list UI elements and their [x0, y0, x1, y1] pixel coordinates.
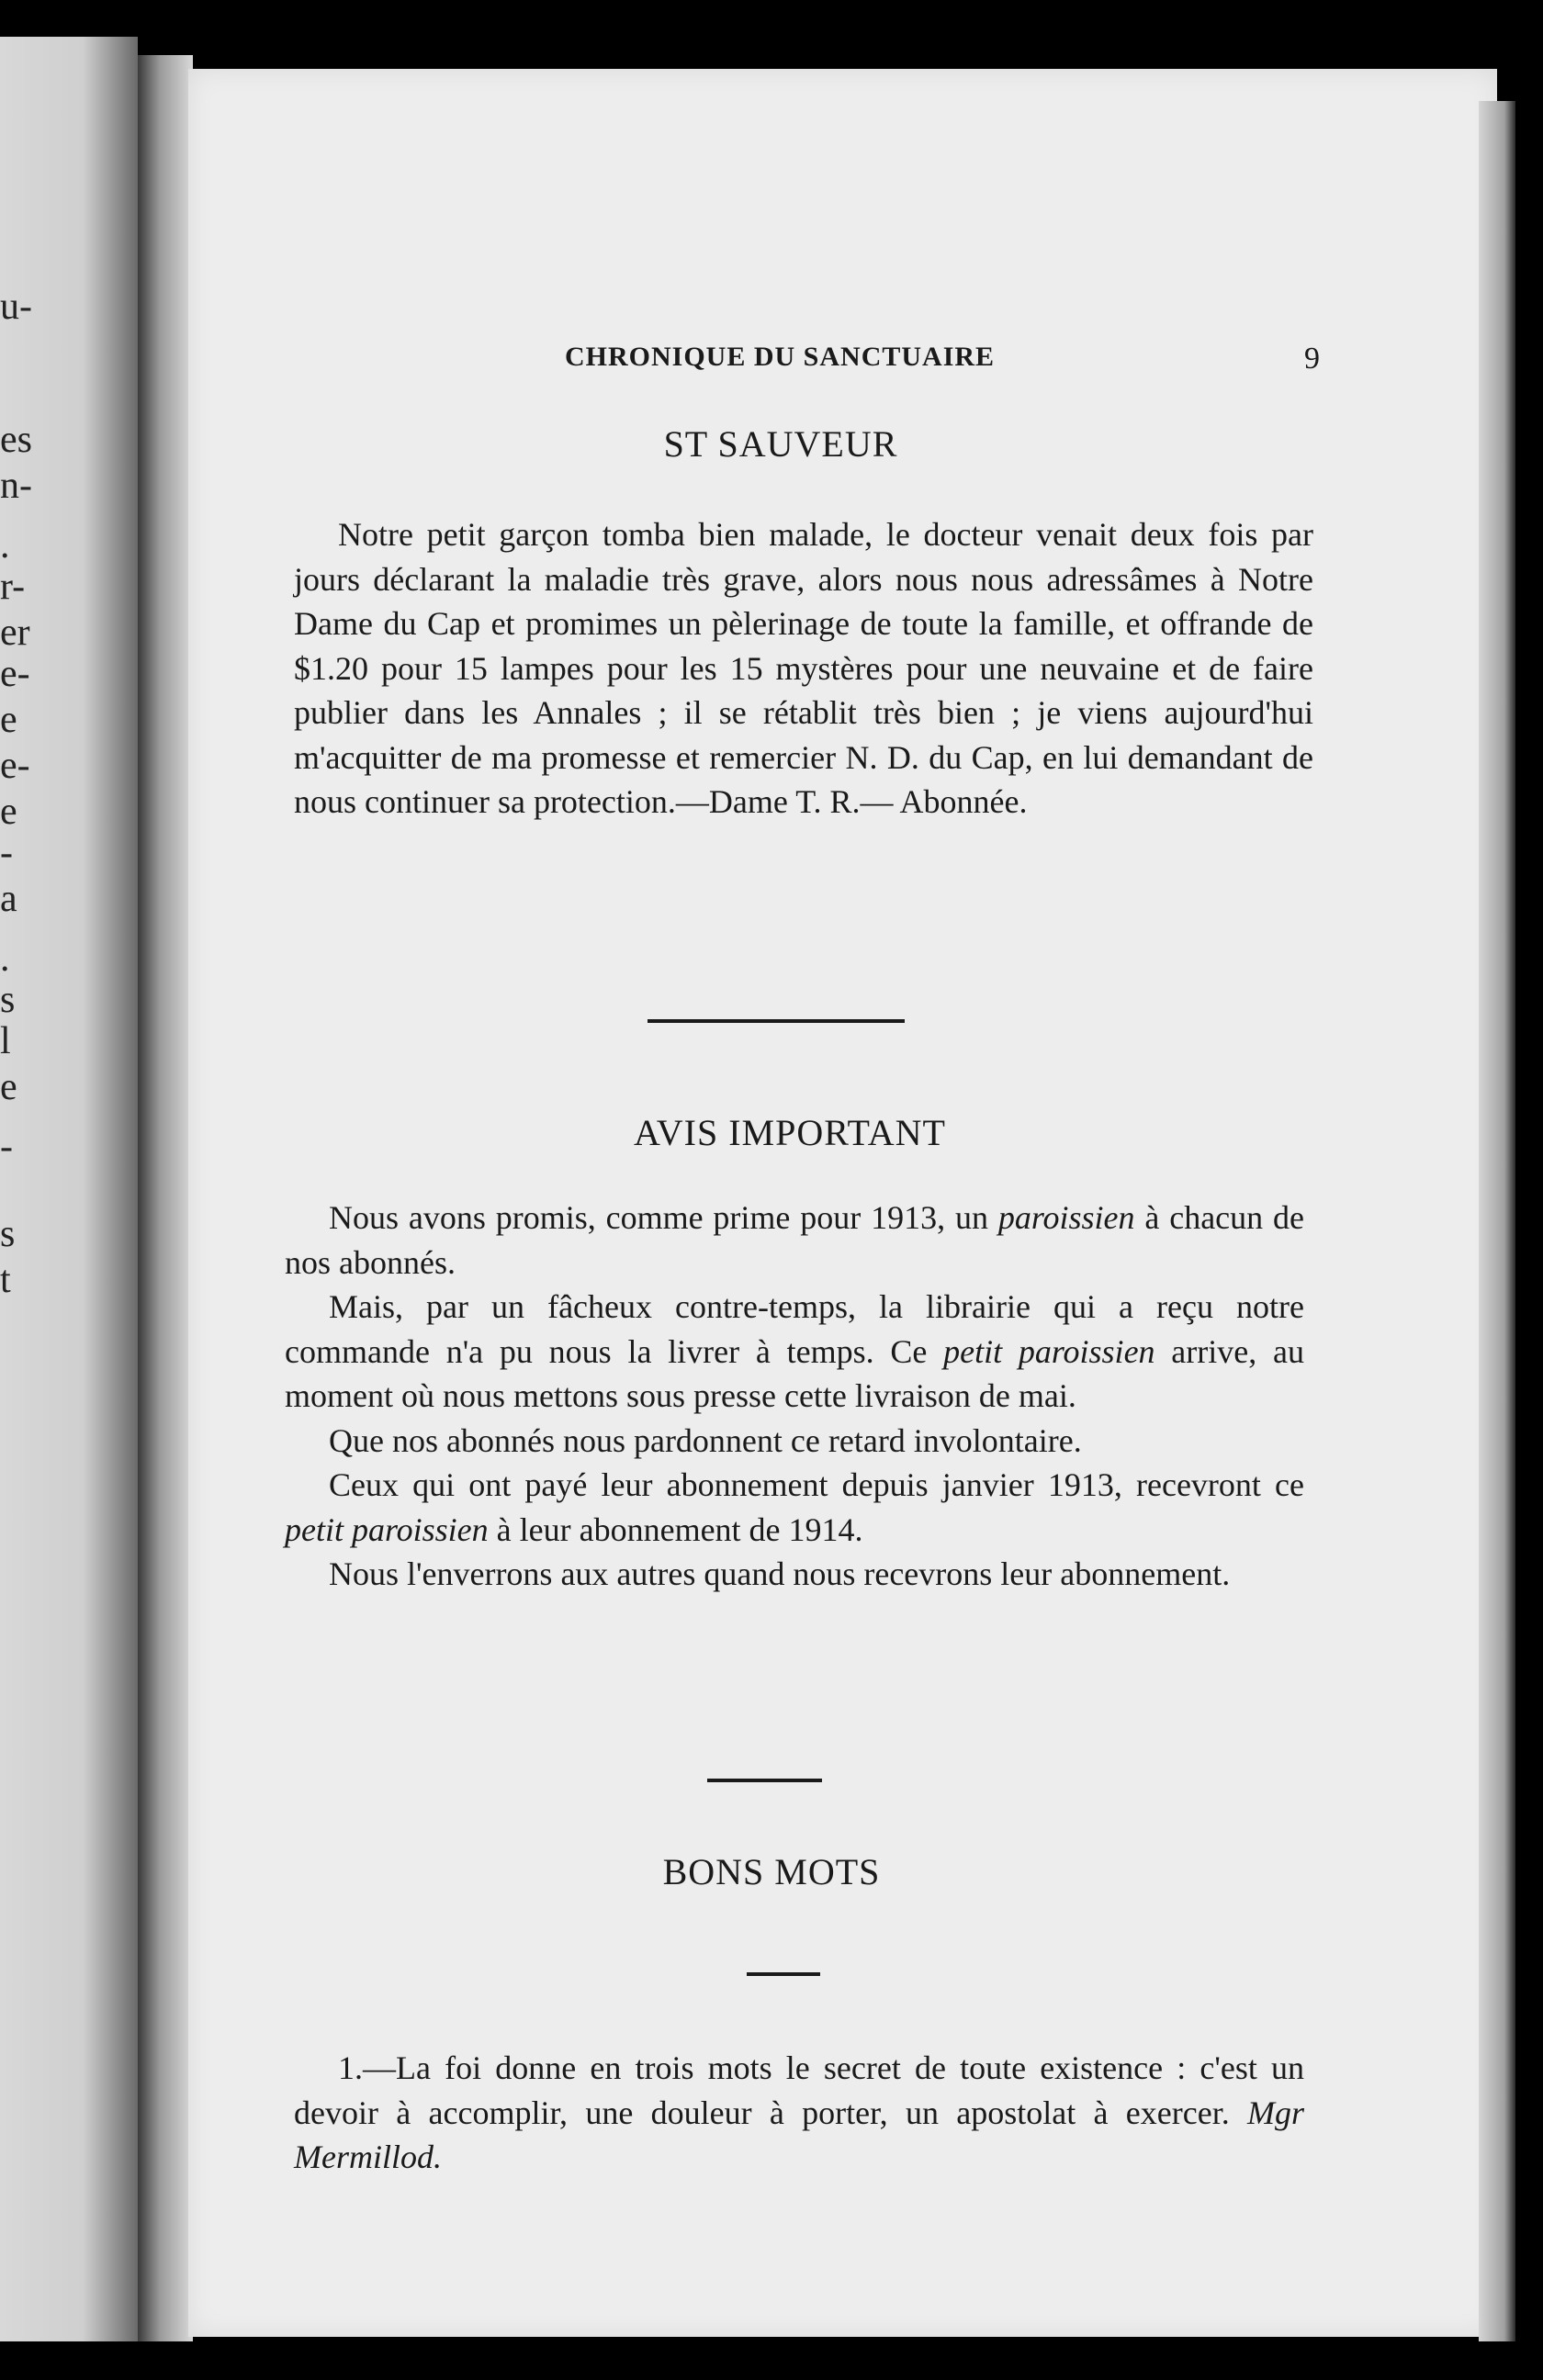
facing-page-fragment: s [0, 979, 16, 1021]
section-body-avis-important [285, 1196, 1304, 1597]
facing-page-fragment: l [0, 1020, 11, 1062]
list-item: 1.—La foi donne en trois mots le secret de toute existence : c'est un devoir à accomplir, une douleur à porter, un apostolat à exercer. Mgr Mermillod. [294, 2049, 1304, 2175]
facing-page-fragment: e [0, 791, 17, 833]
facing-page [0, 37, 138, 2341]
facing-page-fragment: - [0, 832, 13, 874]
section-body-st-sauveur [294, 512, 1313, 825]
facing-page-fragment: s [0, 1213, 16, 1255]
paragraph: Nous l'enverrons aux autres quand nous recevrons leur abonnement. [329, 1555, 1231, 1592]
page-edge [1479, 101, 1515, 2341]
facing-page-fragment: u- [0, 286, 32, 328]
facing-page-fragment: . [0, 524, 10, 567]
book-gutter [138, 55, 193, 2341]
section-title-avis-important: AVIS IMPORTANT [634, 1112, 946, 1153]
paragraph: Que nos abonnés nous pardonnent ce retard involontaire. [329, 1421, 1082, 1459]
facing-page-fragment: e- [0, 745, 30, 787]
facing-page-fragment: er [0, 612, 30, 654]
section-title-bons-mots: BONS MOTS [662, 1851, 881, 1892]
facing-page-fragment: . [0, 937, 10, 980]
facing-page-fragment: - [0, 1126, 13, 1168]
facing-page-fragment: e- [0, 653, 30, 695]
section-divider [648, 1019, 905, 1023]
running-title: CHRONIQUE DU SANCTUAIRE [565, 342, 996, 372]
facing-page-fragment: r- [0, 566, 26, 608]
section-divider [747, 1972, 820, 1976]
paragraph: Notre petit garçon tomba bien malade, le docteur venait deux fois par jours déclarant la maladie très grave, alors nous nous adressâmes à Notre Dame du Cap et promimes un pèlerinage de toute la famille, et offrande de $1.20 pour 15 lampes pour les 15 mystères pour une neuvaine et de faire publier dans les Annales ; il se rétablit très bien ; je viens aujourd'hui m'acquitter de ma promesse et remercier N. D. du Cap, en lui demandant de nous continuer sa protection.—Dame T. R.— Abonnée. [294, 516, 1313, 820]
paragraph: Ceux qui ont payé leur abonnement depuis janvier 1913, recevront ce petit paroissien à leur abonnement de 1914. [285, 1466, 1304, 1548]
section-divider [707, 1779, 822, 1782]
paragraph: Mais, par un fâcheux contre-temps, la librairie qui a reçu notre commande n'a pu nous la livrer à temps. Ce petit paroissien arrive, au moment où nous mettons sous presse cette livraison de mai. [285, 1288, 1304, 1414]
facing-page-fragment: t [0, 1259, 11, 1301]
paragraph: Nous avons promis, comme prime pour 1913, un paroissien à chacun de nos abonnés. [285, 1199, 1304, 1281]
facing-page-fragment: a [0, 878, 17, 920]
page-number: 9 [1304, 342, 1320, 376]
facing-page-fragment: es [0, 419, 32, 461]
facing-page-fragment: e [0, 699, 17, 741]
section-title-st-sauveur: ST SAUVEUR [663, 423, 898, 465]
facing-page-fragment: n- [0, 465, 32, 507]
facing-page-fragment: e [0, 1066, 17, 1108]
section-body-bons-mots [294, 2046, 1304, 2180]
